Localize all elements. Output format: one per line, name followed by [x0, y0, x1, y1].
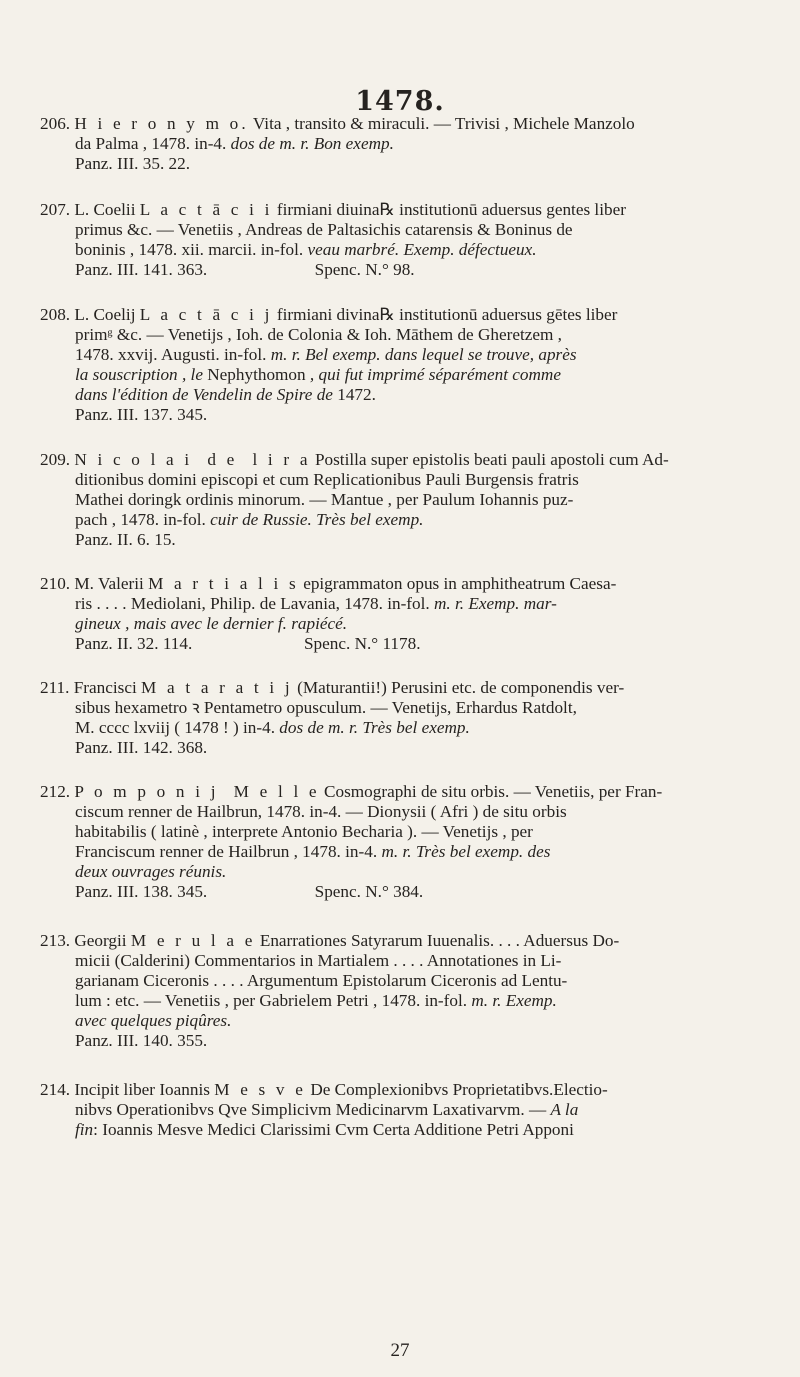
entry-line	[40, 1120, 776, 1140]
entry-text: 211. Francisci	[40, 678, 142, 697]
binding-note: fin	[75, 1120, 94, 1139]
binding-note: la souscription , le	[75, 365, 208, 384]
entry-line	[40, 634, 776, 654]
entry-text: Mathei doringk ordinis minorum. — Mantue , per Paulum Iohannis puz-	[75, 490, 574, 509]
binding-note: m. r. Exemp. mar-	[433, 594, 557, 613]
entry-line	[40, 842, 776, 862]
entry-text: 213. Georgii	[40, 931, 131, 950]
entry-text: habitabilis ( latinè , interprete Antonio Becharia ). — Venetijs , per	[75, 822, 533, 841]
author-name: H i e r o n y m o.	[74, 114, 249, 133]
catalogue-entry-210	[40, 574, 776, 654]
entry-line	[40, 738, 776, 758]
entry-line	[40, 1100, 776, 1120]
entry-line	[40, 325, 776, 345]
entry-text: Vita , transito & miraculi. — Trivisi , Michele Manzolo	[248, 114, 635, 133]
entry-line	[40, 114, 776, 134]
entry-line	[40, 1031, 776, 1051]
binding-note: , qui fut imprimé séparément comme	[305, 365, 561, 384]
entry-text: 1472.	[337, 385, 376, 404]
author-name: M e r u l a e	[130, 931, 256, 950]
binding-note: deux ouvrages réunis.	[75, 862, 227, 881]
author-name: N i c o l a i d e l i r a	[74, 450, 311, 469]
entry-text: Panz. III. 35. 22.	[75, 154, 191, 173]
entry-text: epigrammaton opus in amphitheatrum Caesa-	[298, 574, 617, 593]
entry-text: firmiani divina℞ institutionū aduersus gētes liber	[272, 305, 618, 324]
entry-text: nibvs Operationibvs Qve Simplicivm Medicinarvm Laxativarvm. —	[75, 1100, 551, 1119]
author-name: L a c t ā c i j	[139, 305, 273, 324]
catalogue-entry-214	[40, 1080, 776, 1140]
binding-note: m. r. Bel exemp. dans lequel se trouve, après	[270, 345, 577, 364]
entry-text: Panz. III. 138. 345. Spenc. N.° 384.	[75, 882, 424, 901]
entry-line	[40, 991, 776, 1011]
entry-text: Cosmographi de situ orbis. — Venetiis, per Fran-	[319, 782, 663, 801]
entry-text: boninis , 1478. xii. marcii. in-fol.	[75, 240, 308, 259]
entry-line	[40, 882, 776, 902]
entry-line	[40, 594, 776, 614]
entry-text: Postilla super epistolis beati pauli apostoli cum Ad-	[310, 450, 669, 469]
entry-line	[40, 678, 776, 698]
catalogue-entry-212	[40, 782, 776, 902]
entry-text: De Complexionibvs Proprietatibvs.Electio-	[306, 1080, 608, 1099]
entry-line	[40, 1011, 776, 1031]
author-name: M a t a r a t i j	[141, 678, 293, 697]
page-number: 27	[390, 1340, 410, 1361]
entry-text: Nephythomon	[207, 365, 306, 384]
entry-line	[40, 154, 776, 174]
entry-text: Panz. III. 140. 355.	[75, 1031, 208, 1050]
entry-text: ris . . . . Mediolani, Philip. de Lavania, 1478. in-fol.	[75, 594, 434, 613]
entry-line	[40, 931, 776, 951]
entry-line	[40, 134, 776, 154]
binding-note: dos de m. r. Très bel exemp.	[279, 718, 470, 737]
entry-line	[40, 345, 776, 365]
binding-note: avec quelques piqûres.	[75, 1011, 232, 1030]
entry-text: 208. L. Coelij	[40, 305, 140, 324]
entry-text: 207. L. Coelii	[40, 200, 140, 219]
entry-text: lum : etc. — Venetiis , per Gabrielem Petri , 1478. in-fol.	[75, 991, 472, 1010]
entry-text: 212.	[40, 782, 75, 801]
author-name: M a r t i a l i s	[148, 574, 299, 593]
entry-line	[40, 305, 776, 325]
entry-text: Panz. II. 6. 15.	[75, 530, 176, 549]
entry-line	[40, 574, 776, 594]
entry-text: Panz. III. 142. 368.	[75, 738, 208, 757]
catalogue-entry-209	[40, 450, 776, 550]
entry-line	[40, 240, 776, 260]
entry-line	[40, 470, 776, 490]
entry-text: primus &c. — Venetiis , Andreas de Paltasichis catarensis & Boninus de	[75, 220, 573, 239]
binding-note: veau marbré. Exemp. défectueux.	[307, 240, 537, 259]
entry-line	[40, 450, 776, 470]
entry-line	[40, 405, 776, 425]
entry-text: 209.	[40, 450, 75, 469]
entry-text: M. cccc lxviij ( 1478 ! ) in-4.	[75, 718, 280, 737]
entry-text: 206.	[40, 114, 75, 133]
entry-line	[40, 530, 776, 550]
binding-note: dans l'édition de Vendelin de Spire de	[75, 385, 338, 404]
catalogue-entry-206	[40, 114, 776, 174]
entry-text: ciscum renner de Hailbrun, 1478. in-4. — Dionysii ( Afri ) de situ orbis	[75, 802, 567, 821]
entry-text: 1478. xxvij. Augusti. in-fol.	[75, 345, 271, 364]
entry-line	[40, 718, 776, 738]
catalogue-entry-207	[40, 200, 776, 280]
entry-line	[40, 385, 776, 405]
entry-line	[40, 220, 776, 240]
page-year-heading: 1478.	[355, 86, 445, 117]
entry-line	[40, 490, 776, 510]
entry-line	[40, 971, 776, 991]
catalogue-entry-208	[40, 305, 776, 425]
entry-line	[40, 365, 776, 385]
binding-note: m. r. Exemp.	[471, 991, 557, 1010]
binding-note: dos de m. r. Bon exemp.	[230, 134, 394, 153]
binding-note: cuir de Russie. Très bel exemp.	[210, 510, 424, 529]
entry-line	[40, 1080, 776, 1100]
entry-text: : Ioannis Mesve Medici Clarissimi Cvm Certa Additione Petri Apponi	[93, 1120, 574, 1139]
binding-note: gineux , mais avec le dernier f. rapiécé.	[75, 614, 348, 633]
entry-text: micii (Calderini) Commentarios in Martialem . . . . Annotationes in Li-	[75, 951, 562, 970]
entry-text: 210. M. Valerii	[40, 574, 149, 593]
entry-text: Enarrationes Satyrarum Iuuenalis. . . . Aduersus Do-	[255, 931, 620, 950]
entry-line	[40, 614, 776, 634]
entry-text: da Palma , 1478. in-4.	[75, 134, 231, 153]
entry-line	[40, 260, 776, 280]
entry-line	[40, 698, 776, 718]
entry-line	[40, 510, 776, 530]
entry-text: sibus hexametro ꝛ Pentametro opusculum. — Venetijs, Erhardus Ratdolt,	[75, 698, 577, 717]
entry-text: firmiani diuina℞ institutionū aduersus gentes liber	[272, 200, 626, 219]
entry-line	[40, 200, 776, 220]
entry-text: ditionibus domini episcopi et cum Replicationibus Pauli Burgensis fratris	[75, 470, 579, 489]
entry-text: Panz. III. 137. 345.	[75, 405, 208, 424]
entry-text: pach , 1478. in-fol.	[75, 510, 211, 529]
entry-text: primᵍ &c. — Venetijs , Ioh. de Colonia & Ioh. Māthem de Gheretzem ,	[75, 325, 562, 344]
entry-text: Franciscum renner de Hailbrun , 1478. in-4.	[75, 842, 382, 861]
catalogue-entry-213	[40, 931, 776, 1051]
author-name: M e s v e	[214, 1080, 307, 1099]
entry-text: garianam Ciceronis . . . . Argumentum Epistolarum Ciceronis ad Lentu-	[75, 971, 568, 990]
entry-line	[40, 951, 776, 971]
entry-line	[40, 822, 776, 842]
entry-text: 214. Incipit liber Ioannis	[40, 1080, 215, 1099]
binding-note: m. r. Très bel exemp. des	[381, 842, 551, 861]
entry-text: (Maturantii!) Perusini etc. de componendis ver-	[292, 678, 625, 697]
entry-line	[40, 862, 776, 882]
entry-text: Panz. III. 141. 363. Spenc. N.° 98.	[75, 260, 415, 279]
entry-text: Panz. II. 32. 114. Spenc. N.° 1178.	[75, 634, 421, 653]
binding-note: A la	[550, 1100, 579, 1119]
entry-line	[40, 802, 776, 822]
catalogue-entry-211	[40, 678, 776, 758]
author-name: P o m p o n i j M e l l e	[74, 782, 320, 801]
entry-line	[40, 782, 776, 802]
author-name: L a c t ā c i i	[139, 200, 273, 219]
